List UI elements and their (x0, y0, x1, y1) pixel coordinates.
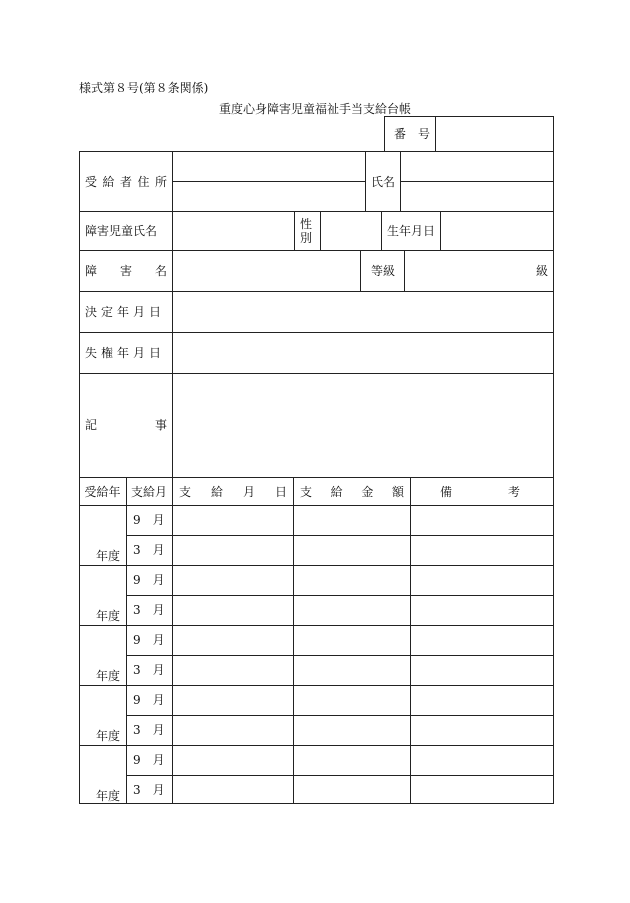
notes-field[interactable] (411, 686, 553, 714)
payment-date-field[interactable] (173, 566, 292, 594)
header-payment-date: 支 給 月 日 (179, 485, 287, 499)
payment-month-label: 3 月 (133, 723, 165, 737)
payment-amount-field[interactable] (294, 776, 409, 804)
remarks-field[interactable] (173, 374, 553, 477)
grade-label: 等級 (371, 264, 396, 278)
disability-field[interactable] (173, 251, 359, 290)
fiscal-year-label: 年度 (96, 609, 121, 623)
grade-unit: 級 (536, 264, 549, 278)
payment-date-field[interactable] (173, 746, 292, 774)
divider (126, 477, 127, 804)
fiscal-year-field[interactable] (80, 747, 124, 785)
payment-date-field[interactable] (173, 506, 292, 534)
payment-date-field[interactable] (173, 596, 292, 624)
divider (360, 250, 361, 291)
child-name-label: 障害児童氏名 (85, 224, 158, 238)
payment-amount-field[interactable] (294, 506, 409, 534)
sex-label: 性 (300, 217, 313, 231)
name-label: 氏名 (371, 175, 396, 189)
birthdate-label: 生年月日 (387, 224, 436, 238)
disability-label: 障 害 名 (85, 264, 167, 278)
notes-field[interactable] (411, 506, 553, 534)
birthdate-field[interactable] (441, 212, 553, 249)
loss-date-field[interactable] (173, 333, 553, 372)
serial-label: 番 号 (394, 127, 431, 141)
payment-amount-field[interactable] (294, 626, 409, 654)
fiscal-year-field[interactable] (80, 627, 124, 665)
payment-month-label: 9 月 (133, 633, 165, 647)
address-field[interactable] (173, 152, 364, 210)
payment-date-field[interactable] (173, 536, 292, 564)
payment-date-field[interactable] (173, 776, 292, 804)
decision-date-field[interactable] (173, 292, 553, 331)
header-notes: 備 考 (440, 485, 520, 499)
payment-date-field[interactable] (173, 656, 292, 684)
payment-amount-field[interactable] (294, 536, 409, 564)
header-receipt-year: 受給年 (84, 485, 121, 499)
payment-month-label: 3 月 (133, 663, 165, 677)
loss-date-label: 失権年月日 (85, 346, 166, 360)
recipient-address-label: 受 給 者 住 所 (85, 175, 167, 189)
payment-amount-field[interactable] (294, 746, 409, 774)
payment-amount-field[interactable] (294, 656, 409, 684)
fiscal-year-label: 年度 (96, 789, 121, 803)
notes-field[interactable] (411, 746, 553, 774)
payment-month-label: 9 月 (133, 513, 165, 527)
payment-month-label: 3 月 (133, 783, 165, 797)
notes-field[interactable] (411, 776, 553, 804)
recipient-name-field[interactable] (401, 152, 553, 210)
child-name-field[interactable] (173, 212, 293, 249)
payment-month-label: 9 月 (133, 753, 165, 767)
remarks-label: 記 事 (85, 418, 167, 432)
fiscal-year-field[interactable] (80, 567, 124, 605)
decision-date-label: 決定年月日 (85, 305, 166, 319)
notes-field[interactable] (411, 626, 553, 654)
payment-month-label: 9 月 (133, 573, 165, 587)
payment-amount-field[interactable] (294, 596, 409, 624)
divider (294, 211, 295, 250)
notes-field[interactable] (411, 536, 553, 564)
grade-field[interactable] (405, 251, 533, 290)
notes-field[interactable] (411, 656, 553, 684)
sex-field[interactable] (321, 212, 380, 249)
payment-month-label: 3 月 (133, 543, 165, 557)
payment-date-field[interactable] (173, 686, 292, 714)
payment-date-field[interactable] (173, 626, 292, 654)
fiscal-year-label: 年度 (96, 729, 121, 743)
notes-field[interactable] (411, 596, 553, 624)
header-payment-amount: 支 給 金 額 (300, 485, 404, 499)
fiscal-year-field[interactable] (80, 687, 124, 725)
sex-label: 別 (300, 231, 313, 245)
fiscal-year-label: 年度 (96, 669, 121, 683)
payment-amount-field[interactable] (294, 686, 409, 714)
fiscal-year-field[interactable] (80, 507, 124, 545)
payment-amount-field[interactable] (294, 716, 409, 744)
serial-number-field[interactable] (436, 117, 553, 151)
payment-month-label: 9 月 (133, 693, 165, 707)
divider (381, 211, 382, 250)
notes-field[interactable] (411, 716, 553, 744)
notes-field[interactable] (411, 566, 553, 594)
payment-month-label: 3 月 (133, 603, 165, 617)
document-title: 重度心身障害児童福祉手当支給台帳 (218, 102, 411, 116)
payment-amount-field[interactable] (294, 566, 409, 594)
fiscal-year-label: 年度 (96, 549, 121, 563)
header-payment-month: 支給月 (130, 485, 167, 499)
payment-date-field[interactable] (173, 716, 292, 744)
form-number: 様式第８号(第８条関係) (79, 81, 209, 95)
divider (365, 151, 366, 211)
